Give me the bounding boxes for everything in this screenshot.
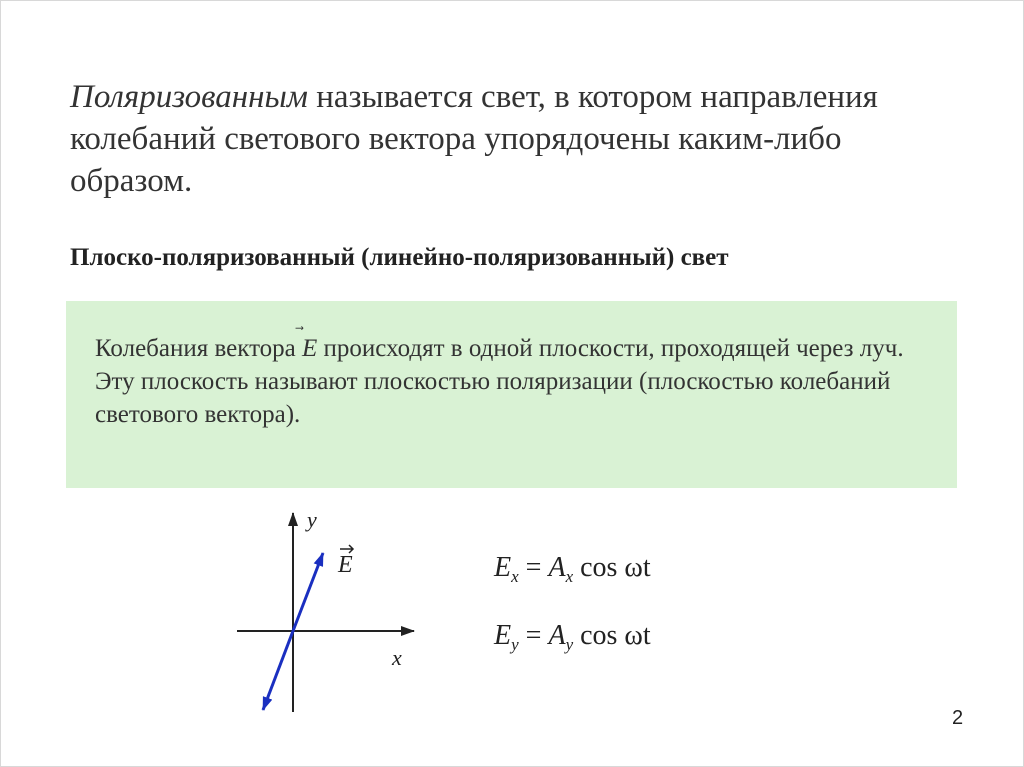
formula-ey bbox=[494, 620, 651, 655]
intro-emphasis: Поляризованным bbox=[70, 79, 308, 115]
y-axis-label: y bbox=[307, 507, 317, 532]
formula-ex-rhs: cos ωt bbox=[573, 552, 651, 583]
definition-line-1 bbox=[95, 330, 935, 365]
polarization-diagram bbox=[230, 505, 430, 720]
definition-line-1-end: происходят в одной плоскости, проходящей через луч. bbox=[317, 335, 904, 362]
x-axis-label: x bbox=[392, 645, 402, 670]
vector-e-label: E bbox=[338, 552, 353, 578]
definition-line-1-start: Колебания вектора bbox=[95, 335, 303, 362]
definition-text bbox=[95, 330, 935, 431]
formula-ex-amp: A bbox=[548, 552, 566, 583]
formula-ey-lhs-sub: y bbox=[511, 635, 519, 654]
page-number: 2 bbox=[952, 707, 964, 729]
formula-ey-rhs: cos ωt bbox=[573, 620, 651, 651]
intro-text: называется свет, в котором направления колебаний светового вектора упорядочены каким-либо образом. bbox=[70, 79, 878, 199]
formula-ex-lhs-sub: x bbox=[511, 567, 519, 586]
e-vector-down bbox=[263, 631, 293, 710]
formula-ex-amp-sub: x bbox=[565, 567, 574, 586]
intro-paragraph bbox=[70, 76, 950, 202]
section-subtitle: Плоско-поляризованный (линейно-поляризованный) свет bbox=[70, 244, 729, 271]
formula-ey-lhs: E bbox=[494, 620, 512, 651]
vector-e-letter: E bbox=[302, 335, 318, 362]
e-vector-up bbox=[293, 553, 323, 631]
formula-ex-lhs: E bbox=[494, 552, 512, 583]
formula-ex bbox=[494, 552, 651, 587]
formula-ex-eq: = bbox=[518, 552, 549, 583]
vector-e-symbol bbox=[302, 330, 317, 365]
definition-line-2: Эту плоскость называют плоскостью поляризации (плоскостью колебаний светового вектора). bbox=[95, 368, 891, 428]
formula-ey-amp: A bbox=[548, 620, 566, 651]
formula-ey-amp-sub: y bbox=[565, 635, 574, 654]
formula-ey-eq: = bbox=[518, 620, 549, 651]
